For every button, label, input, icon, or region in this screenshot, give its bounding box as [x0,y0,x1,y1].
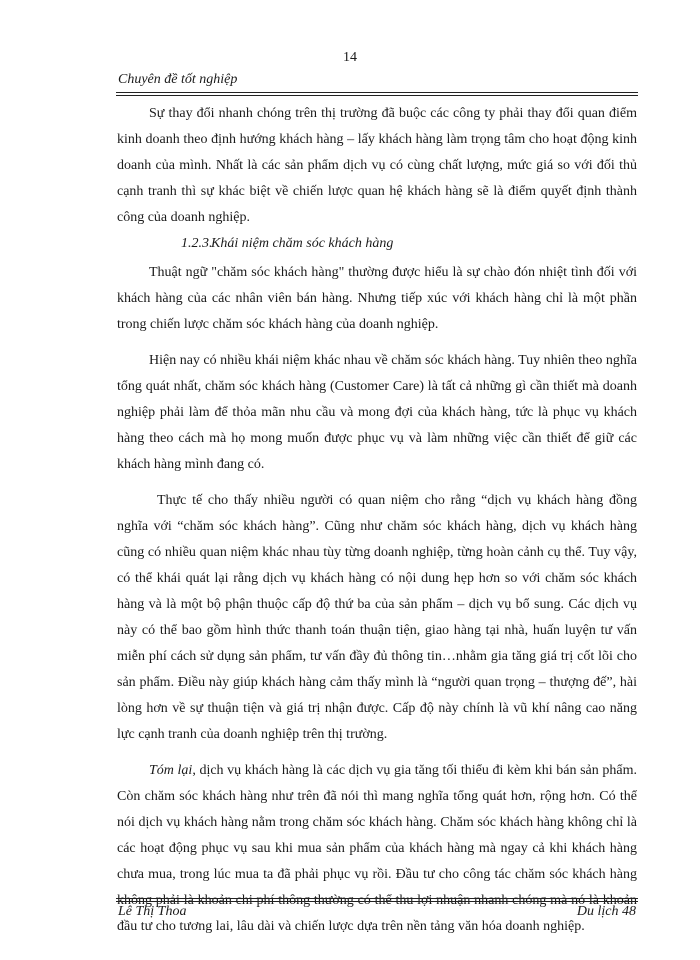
section-title: Khái niệm chăm sóc khách hàng [211,236,394,251]
document-header-title: Chuyên đề tốt nghiệp [118,72,238,87]
page-number: 14 [343,50,357,65]
section-number: 1.2.3. [181,236,213,251]
footer-author: Lê Thị Thoa [118,904,187,919]
paragraph-intro: Sự thay đổi nhanh chóng trên thị trường đã buộc các công ty phải thay đổi quan điểm kinh doanh theo định hướng khách hàng – lấy khách hàng làm trọng tâm cho hoạt động kinh doanh của mình. Nhất là các sản phẩm dịch vụ có cùng chất lượng, mức giá so với đối thủ cạnh tranh thì sự khác biệt về chiến lược quan hệ khách hàng sẽ là điểm quyết định thành công của doanh nghiệp. [117,106,637,225]
footer-divider [116,898,638,902]
paragraph-definition: Thuật ngữ "chăm sóc khách hàng" thường được hiểu là sự chào đón nhiệt tình đối với khách hàng của các nhân viên bán hàng. Nhưng tiếp xúc với khách hàng chỉ là một phần trong chiến lược chăm sóc khách hàng của doanh nghiệp. [117,265,637,332]
summary-text: , dịch vụ khách hàng là các dịch vụ gia tăng tối thiểu đi kèm khi bán sản phẩm. Còn chăm sóc khách hàng như trên đã nói thì mang nghĩa tổng quát hơn, rộng hơn. Có thể nói dịch vụ khách hàng nằm trong chăm sóc khách hàng. Chăm sóc khách hàng không chỉ là các hoạt động phục vụ sau khi mua sản phẩm của khách hàng mà ngay cả khi khách hàng chưa mua, trong lúc mua ta đã phải phục vụ rồi. Đầu tư cho công tác chăm sóc khách hàng không phải là khoản chi phí thông thường có thể thu lợi nhuận nhanh chóng mà nó là khoản đầu tư cho tương lai, lâu dài và chiến lược dựa trên nền tảng văn hóa doanh nghiệp. [117,763,637,934]
header-divider [116,92,638,96]
footer-class: Du lịch 48 [576,904,636,919]
document-body [117,101,637,950]
section-heading [117,231,637,257]
paragraph-summary [117,758,637,940]
paragraph-concepts: Hiện nay có nhiều khái niệm khác nhau về chăm sóc khách hàng. Tuy nhiên theo nghĩa tổng quát nhất, chăm sóc khách hàng (Customer Care) là tất cả những gì cần thiết mà doanh nghiệp phải làm để thỏa mãn nhu cầu và mong đợi của khách hàng, tức là phục vụ khách hàng theo cách mà họ mong muốn được phục vụ và làm những việc cần thiết để giữ các khách hàng mình đang có. [117,353,637,472]
paragraph-customer-service: Thực tế cho thấy nhiều người có quan niệm cho rằng “dịch vụ khách hàng đồng nghĩa với “chăm sóc khách hàng”. Cũng như chăm sóc khách hàng, dịch vụ khách hàng cũng có nhiều quan niệm khác nhau tùy từng doanh nghiệp, từng hoàn cảnh cụ thể. Tuy vậy, có thể khái quát lại rằng dịch vụ khách hàng có nội dung hẹp hơn so với chăm sóc khách hàng và là một bộ phận thuộc cấp độ thứ ba của sản phẩm – dịch vụ bổ sung. Các dịch vụ này có thể bao gồm hình thức thanh toán thuận tiện, giao hàng tại nhà, huấn luyện tư vấn miễn phí cách sử dụng sản phẩm, tư vấn đầy đủ thông tin…nhằm gia tăng giá trị cốt lõi cho sản phẩm. Điều này giúp khách hàng cảm thấy mình là “người quan trọng – thượng đế”, hài lòng hơn về sự thuận tiện và giá trị nhận được. Cấp độ này chính là vũ khí nâng cao năng lực cạnh tranh của doanh nghiệp trên thị trường. [117,493,637,742]
summary-lead: Tóm lại [149,763,193,778]
